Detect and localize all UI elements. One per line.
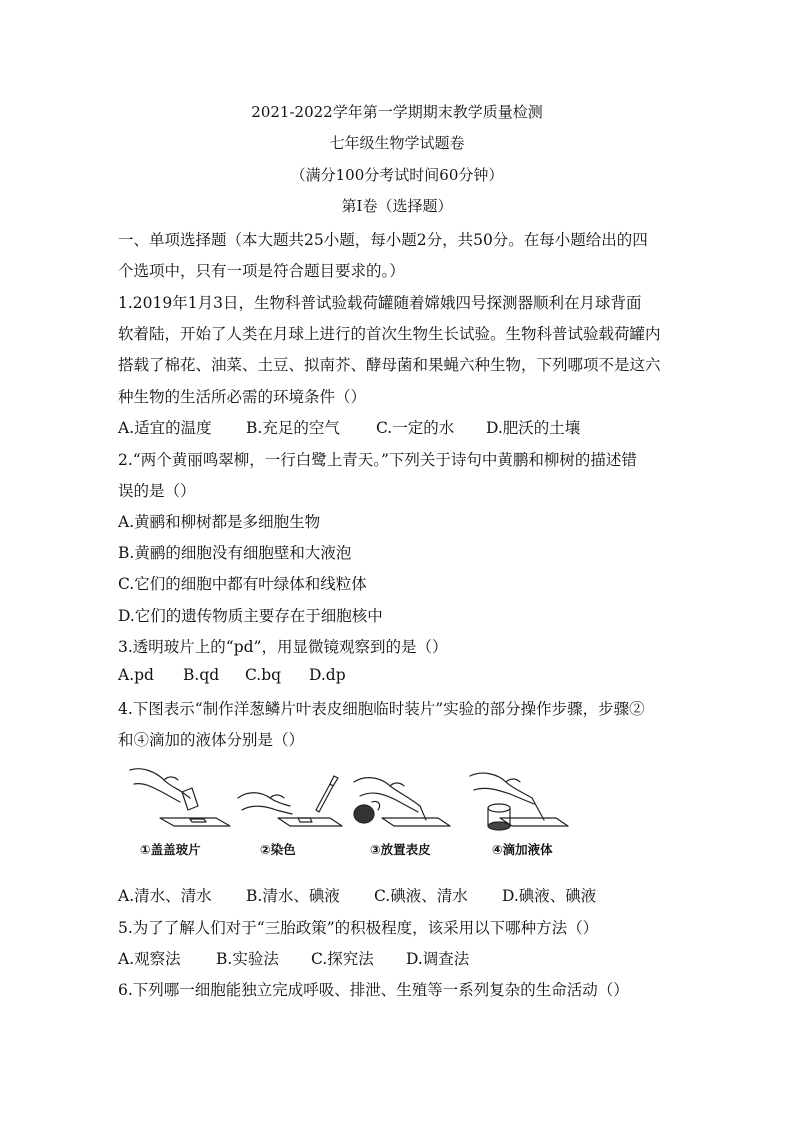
question-1-text: 搭载了棉花、油菜、土豆、拟南芥、酵母菌和果蝇六种生物，下列哪项不是这六 xyxy=(118,356,661,374)
question-1-text: 软着陆，开始了人类在月球上进行的首次生物生长试验。生物科普试验载荷罐内 xyxy=(118,325,661,343)
question-2-text: 2.“两个黄丽鸣翠柳，一行白鹭上青天。”下列关于诗句中黄鹏和柳树的描述错 xyxy=(118,451,637,469)
figure-caption-2: ②染色 xyxy=(260,842,296,857)
figure-caption-1: ①盖盖玻片 xyxy=(140,842,201,857)
step-2-illustration xyxy=(238,776,342,826)
question-2-option-b: B.黄鹂的细胞没有细胞壁和大液泡 xyxy=(118,544,352,562)
question-4-text: 4.下图表示“制作洋葱鳞片叶表皮细胞临时装片”实验的部分操作步骤，步骤② xyxy=(118,700,645,718)
question-2-option-c: C.它们的细胞中都有叶绿体和线粒体 xyxy=(118,575,367,593)
option-d: D.dp xyxy=(309,666,346,684)
option-a: A.适宜的温度 xyxy=(118,419,212,437)
part-heading: 第I卷（选择题） xyxy=(341,197,453,215)
question-3-text: 3.透明玻片上的“pd”，用显微镜观察到的是（） xyxy=(118,638,448,656)
experiment-steps-figure xyxy=(120,762,590,870)
option-a: A.清水、清水 xyxy=(118,887,212,905)
figure-caption-3: ③放置表皮 xyxy=(370,842,431,857)
option-d: D.调查法 xyxy=(406,950,470,968)
question-4-options xyxy=(118,884,596,906)
exam-note: （满分100分考试时间60分钟） xyxy=(290,166,504,184)
option-d: D.碘液、碘液 xyxy=(502,887,597,905)
step-3-illustration xyxy=(354,778,450,826)
question-1-text: 种生物的生活所必需的环境条件（） xyxy=(118,388,367,406)
section-instruction: 一、单项选择题（本大题共25小题，每小题2分，共50分。在每小题给出的四 xyxy=(118,231,648,249)
option-d: D.肥沃的土壤 xyxy=(486,419,581,437)
option-c: C.碘液、清水 xyxy=(374,887,468,905)
exam-title: 2021-2022学年第一学期期末教学质量检测 xyxy=(251,103,543,121)
figure-caption-4: ④滴加液体 xyxy=(492,842,553,857)
step-1-illustration xyxy=(130,769,230,826)
exam-subtitle: 七年级生物学试题卷 xyxy=(329,134,465,152)
question-4-text: 和④滴加的液体分别是（） xyxy=(118,731,305,749)
question-1-text: 1.2019年1月3日，生物科普试验载荷罐随着嫦娥四号探测器顺利在月球背面 xyxy=(118,294,642,312)
option-a: A.pd xyxy=(118,666,154,684)
option-b: B.实验法 xyxy=(216,950,279,968)
question-1-options xyxy=(118,416,580,438)
option-b: B.充足的空气 xyxy=(246,419,340,437)
question-5-options xyxy=(118,947,469,969)
option-c: C.探究法 xyxy=(311,950,374,968)
question-2-option-a: A.黄鹂和柳树都是多细胞生物 xyxy=(118,513,321,531)
option-c: C.bq xyxy=(245,666,282,684)
section-instruction: 个选项中，只有一项是符合题目要求的。） xyxy=(118,262,405,280)
question-5-text: 5.为了了解人们对于“三胎政策”的积极程度，该采用以下哪种方法（） xyxy=(118,919,599,937)
question-6-text: 6.下列哪一细胞能独立完成呼吸、排泄、生殖等一系列复杂的生命活动（） xyxy=(118,981,629,999)
option-a: A.观察法 xyxy=(118,950,181,968)
question-2-text: 误的是（） xyxy=(118,482,196,500)
option-b: B.qd xyxy=(183,666,220,684)
option-c: C.一定的水 xyxy=(376,419,455,437)
question-3-options xyxy=(118,666,346,684)
question-2-option-d: D.它们的遗传物质主要存在于细胞核中 xyxy=(118,607,383,625)
option-b: B.清水、碘液 xyxy=(246,887,340,905)
step-4-illustration xyxy=(470,773,568,830)
